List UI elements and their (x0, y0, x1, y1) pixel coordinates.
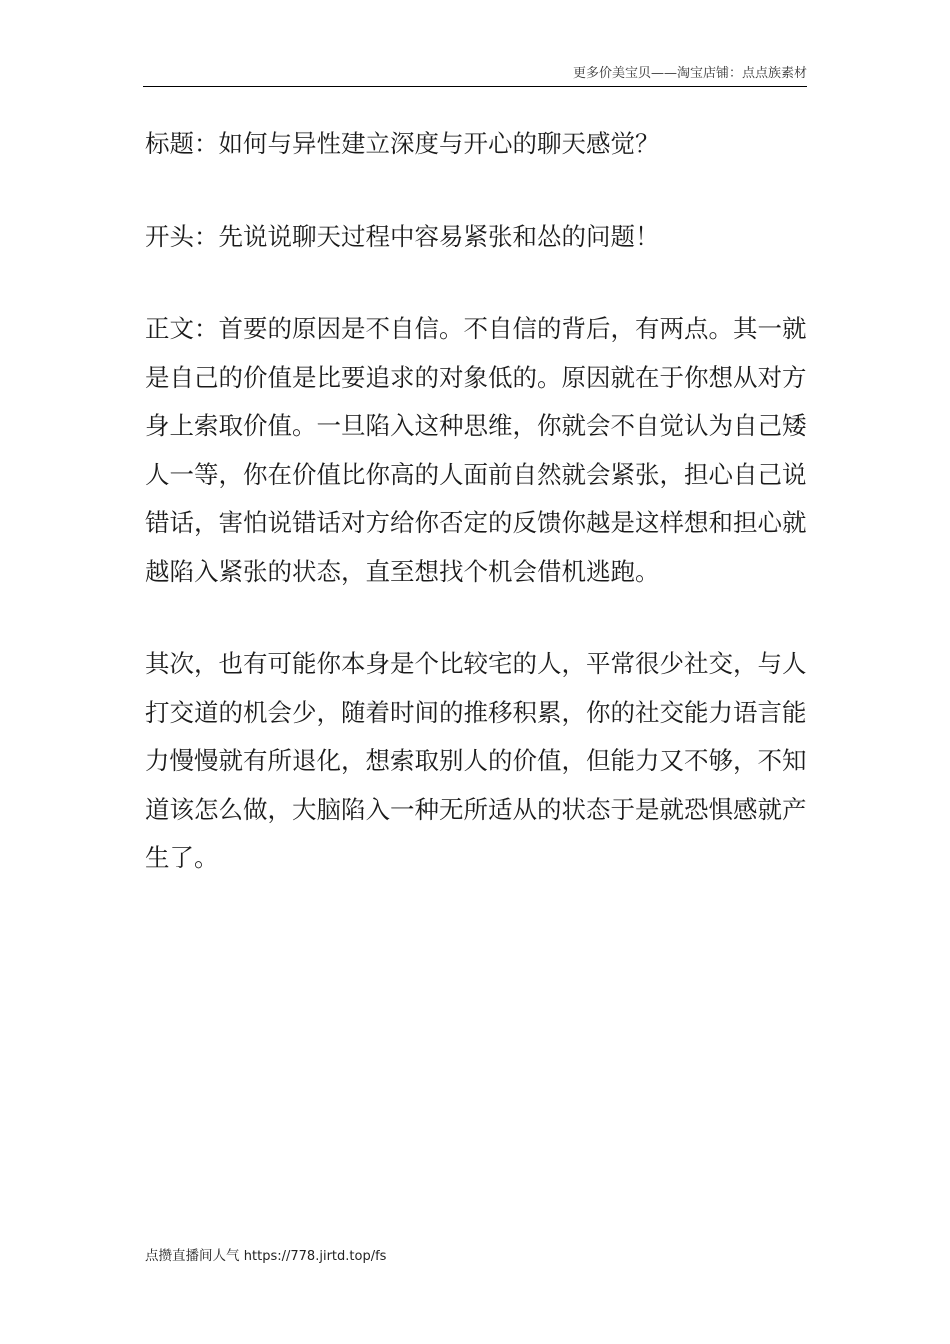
body-paragraph-1: 正文：首要的原因是不自信。不自信的背后，有两点。其一就是自己的价值是比要追求的对象低的。原因就在于你想从对方身上索取价值。一旦陷入这种思维，你就会不自觉认为自己矮人一等，你在价值比你高的人面前自然就会紧张，担心自己说错话，害怕说错话对方给你否定的反馈你越是这样想和担心就越陷入紧张的状态，直至想找个机会借机逃跑。 (145, 314, 807, 586)
header-text: 更多价美宝贝——淘宝店铺：点点族素材 (572, 66, 807, 81)
page-footer (145, 1247, 386, 1266)
body-paragraph-2: 其次，也有可能你本身是个比较宅的人，平常很少社交，与人打交道的机会少，随着时间的推移积累，你的社交能力语言能力慢慢就有所退化，想索取别人的价值，但能力又不够，不知道该怎么做，大脑陷入一种无所适从的状态于是就恐惧感就产生了。 (145, 649, 807, 872)
footer-label: 点攒直播间人气 (145, 1248, 244, 1264)
opening-line: 开头：先说说聊天过程中容易紧张和怂的问题！ (145, 221, 660, 251)
document-body (145, 120, 807, 883)
page-header (143, 66, 807, 87)
footer-link[interactable]: https://778.jirtd.top/fs (243, 1249, 387, 1264)
document-title-line: 标题：如何与异性建立深度与开心的聊天感觉？ (145, 129, 660, 158)
